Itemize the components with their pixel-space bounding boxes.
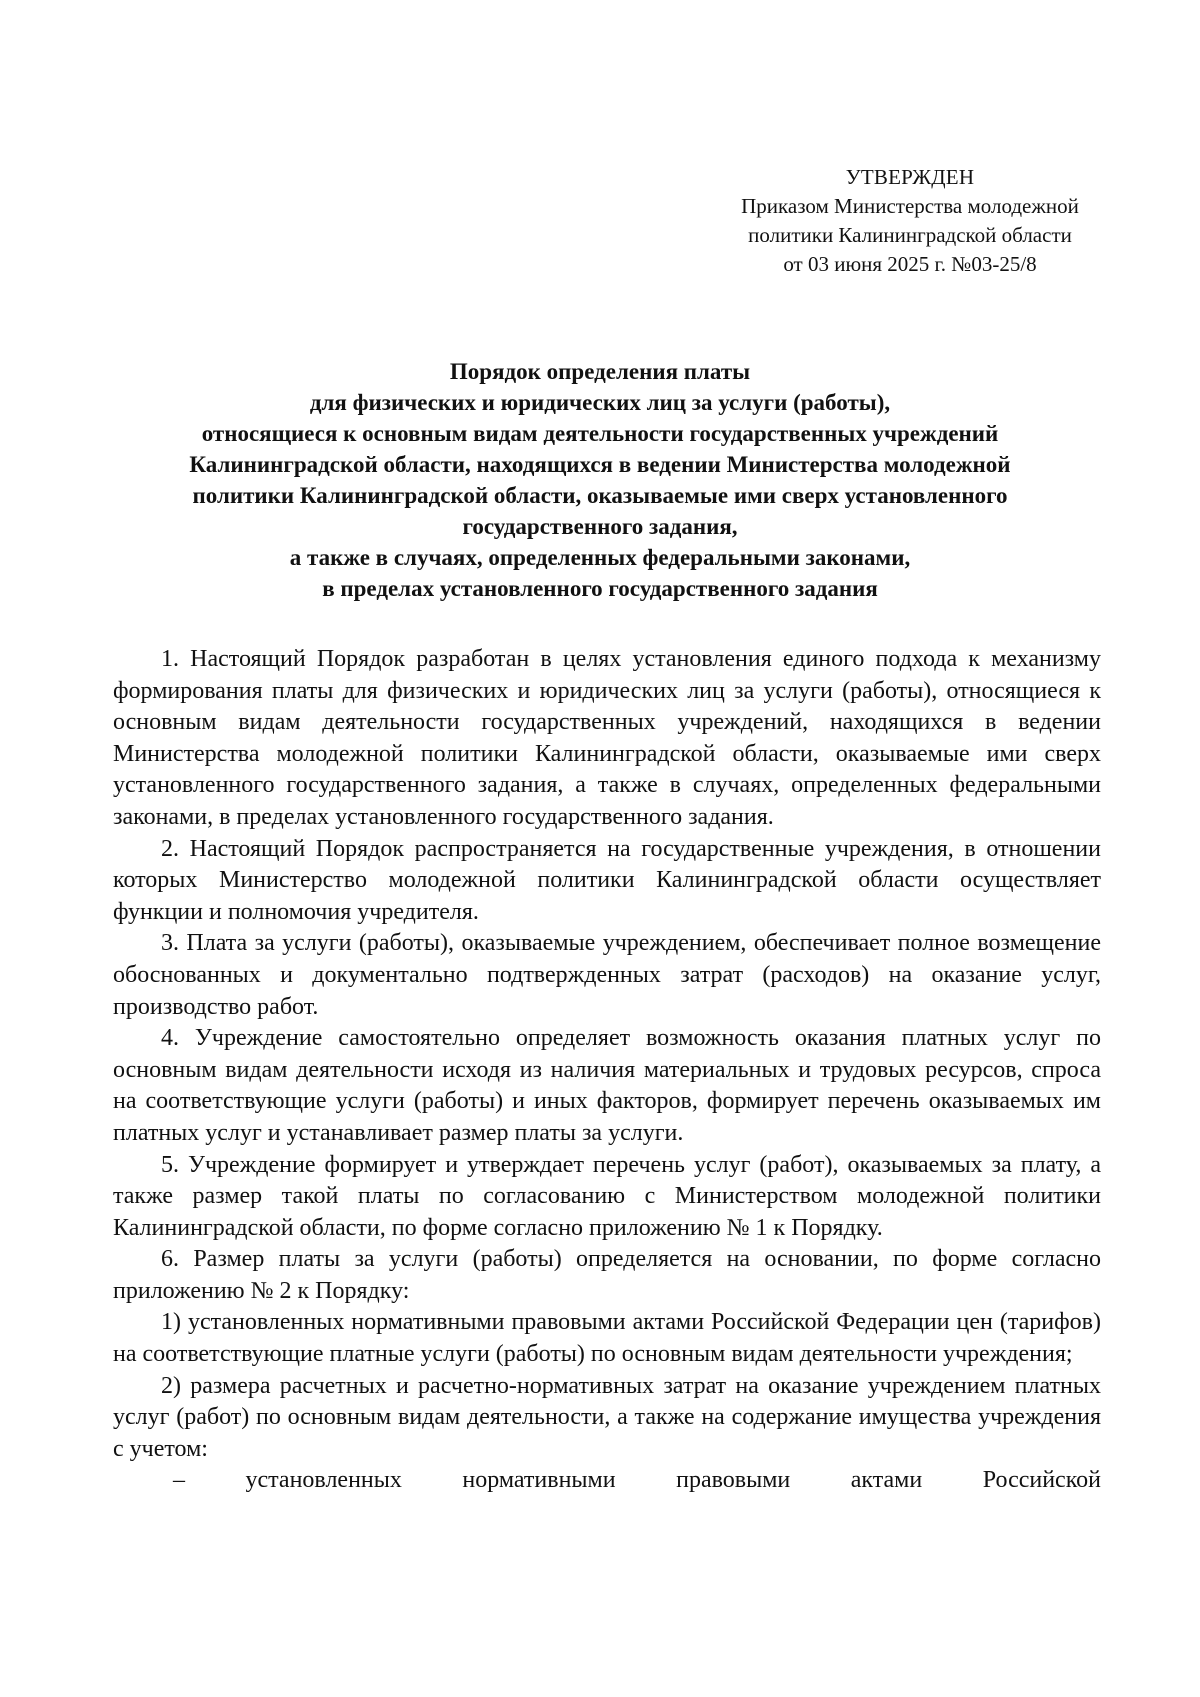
title-line-5: политики Калининградской области, оказываемые ими сверх установленного xyxy=(192,483,1008,508)
approval-block xyxy=(700,163,1120,279)
document-body xyxy=(113,644,1101,1497)
dash-marker: – xyxy=(173,1467,185,1494)
dash-word: установленных xyxy=(245,1467,402,1494)
approval-line-3: от 03 июня 2025 г. №03-25/8 xyxy=(783,252,1037,276)
paragraph-4: 4. Учреждение самостоятельно определяет возможность оказания платных услуг по основным видам деятельности исходя из наличия материальных и трудовых ресурсов, спроса на соответствующие услуги (работы) и иных факторов, формирует перечень оказываемых им платных услуг и устанавливает размер платы за услуги. xyxy=(113,1025,1101,1146)
paragraph-3: 3. Плата за услуги (работы), оказываемые учреждением, обеспечивает полное возмещение обоснованных и документально подтвержденных затрат (расходов) на оказание услуг, производство работ. xyxy=(113,930,1101,1020)
paragraph-6: 6. Размер платы за услуги (работы) определяется на основании, по форме согласно приложению № 2 к Порядку: xyxy=(113,1246,1101,1304)
dash-word: актами xyxy=(850,1467,923,1494)
paragraph-5: 5. Учреждение формирует и утверждает перечень услуг (работ), оказываемых за плату, а также размер такой платы по согласованию с Министерством молодежной политики Калининградской области, по форме согласно приложению № 1 к Порядку. xyxy=(113,1151,1101,1241)
paragraph-1: 1. Настоящий Порядок разработан в целях установления единого подхода к механизму формирования платы для физических и юридических лиц за услуги (работы), относящиеся к основным видам деятельности государственных учреждений, находящихся в ведении Министерства молодежной политики Калининградской области, оказываемые ими сверх установленного государственного задания, а также в случаях, определенных федеральными законами, в пределах установленного государственного задания. xyxy=(113,646,1101,830)
subitem-1: 1) установленных нормативными правовыми актами Российской Федерации цен (тарифов) на соответствующие платные услуги (работы) по основным видам деятельности учреждения; xyxy=(113,1309,1101,1368)
dash-word: нормативными xyxy=(462,1467,616,1494)
approval-line-1: Приказом Министерства молодежной xyxy=(741,194,1079,218)
subitem-2: 2) размера расчетных и расчетно-нормативных затрат на оказание учреждением платных услуг (работ) по основным видам деятельности, а также на содержание имущества учреждения с учетом: xyxy=(113,1372,1101,1462)
dash-list-item xyxy=(113,1465,1101,1497)
title-line-6: государственного задания, xyxy=(462,514,738,539)
title-line-1: Порядок определения платы xyxy=(449,359,751,384)
document-title xyxy=(100,356,1100,604)
dash-word: правовыми xyxy=(676,1467,791,1494)
paragraph-2: 2. Настоящий Порядок распространяется на государственные учреждения, в отношении которых Министерство молодежной политики Калининградской области осуществляет функции и полномочия учредителя. xyxy=(113,835,1101,925)
title-line-7: а также в случаях, определенных федеральными законами, xyxy=(289,545,911,570)
title-line-2: для физических и юридических лиц за услуги (работы), xyxy=(309,390,891,415)
title-line-4: Калининградской области, находящихся в ведении Министерства молодежной xyxy=(189,452,1011,477)
approval-line-2: политики Калининградской области xyxy=(748,223,1072,247)
approval-stamp: УТВЕРЖДЕН xyxy=(845,165,975,189)
dash-word: Российской xyxy=(982,1467,1101,1494)
title-line-8: в пределах установленного государственного задания xyxy=(322,576,878,601)
title-line-3: относящиеся к основным видам деятельности государственных учреждений xyxy=(201,421,999,446)
